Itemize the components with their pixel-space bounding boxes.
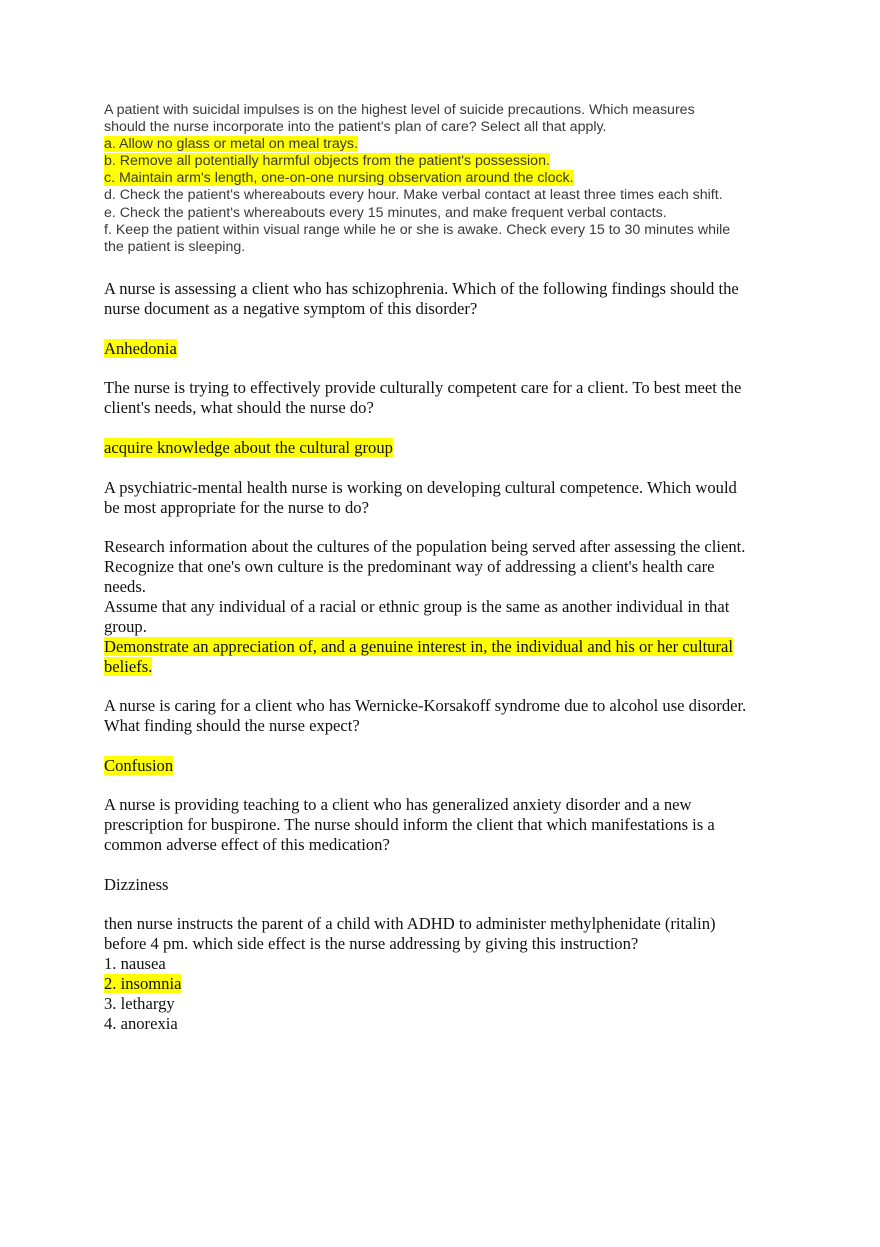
question-text: A psychiatric-mental health nurse is working on developing cultural competence. Which would	[104, 478, 737, 497]
answer-option: 1. nausea	[104, 954, 166, 973]
question-text: A patient with suicidal impulses is on the highest level of suicide precautions. Which measures	[104, 102, 695, 118]
answer-option: the patient is sleeping.	[104, 238, 246, 255]
question-buspirone	[104, 795, 794, 855]
answer-option: 3. lethargy	[104, 994, 175, 1013]
answer-option: 4. anorexia	[104, 1014, 178, 1033]
question-text: should the nurse incorporate into the patient's plan of care? Select all that apply.	[104, 119, 607, 136]
answer-buspirone	[104, 875, 794, 895]
question-text: common adverse effect of this medication?	[104, 835, 390, 854]
highlighted-answer: a. Allow no glass or metal on meal trays.	[104, 136, 358, 153]
highlighted-answer: acquire knowledge about the cultural group	[104, 438, 393, 457]
question-text: The nurse is trying to effectively provide culturally competent care for a client. To best meet the	[104, 378, 742, 397]
question-methylphenidate	[104, 914, 794, 1034]
answer-text: Dizziness	[104, 875, 169, 894]
question-text: A nurse is providing teaching to a client who has generalized anxiety disorder and a new	[104, 795, 692, 814]
question-wernicke-korsakoff	[104, 696, 794, 736]
answer-option: f. Keep the patient within visual range while he or she is awake. Check every 15 to 30 minutes while	[104, 221, 731, 238]
question-text: be most appropriate for the nurse to do?	[104, 498, 369, 517]
question-text: A nurse is assessing a client who has schizophrenia. Which of the following findings should the	[104, 279, 739, 298]
question-cultural-competence	[104, 478, 794, 518]
answer-option: d. Check the patient's whereabouts every hour. Make verbal contact at least three times each shift.	[104, 187, 723, 204]
question-culturally-competent-care	[104, 378, 794, 418]
answer-option: e. Check the patient's whereabouts every 15 minutes, and make frequent verbal contacts.	[104, 204, 667, 221]
answer-option: Assume that any individual of a racial or ethnic group is the same as another individual in that	[104, 597, 730, 616]
answer-option: group.	[104, 617, 147, 636]
answer-option: needs.	[104, 577, 146, 596]
highlighted-answer: c. Maintain arm's length, one-on-one nursing observation around the clock.	[104, 170, 574, 187]
answer-culturally-competent-care	[104, 438, 794, 458]
question-text: then nurse instructs the parent of a child with ADHD to administer methylphenidate (ritalin)	[104, 914, 716, 933]
highlighted-answer: Anhedonia	[104, 339, 177, 358]
highlighted-answer: 2. insomnia	[104, 974, 182, 993]
options-cultural-competence	[104, 537, 794, 677]
highlighted-answer: Confusion	[104, 756, 174, 775]
highlighted-answer: Demonstrate an appreciation of, and a genuine interest in, the individual and his or her cultural	[104, 637, 733, 656]
question-schizophrenia	[104, 279, 794, 319]
answer-schizophrenia	[104, 339, 794, 359]
answer-option: Research information about the cultures of the population being served after assessing the client.	[104, 537, 746, 556]
question-text: What finding should the nurse expect?	[104, 716, 360, 735]
question-suicide-precautions	[104, 102, 804, 256]
question-text: prescription for buspirone. The nurse should inform the client that which manifestations is a	[104, 815, 715, 834]
highlighted-answer: b. Remove all potentially harmful objects from the patient's possession.	[104, 153, 550, 170]
answer-wernicke-korsakoff	[104, 756, 794, 776]
question-text: nurse document as a negative symptom of this disorder?	[104, 299, 478, 318]
question-text: client's needs, what should the nurse do?	[104, 398, 374, 417]
question-text: A nurse is caring for a client who has Wernicke-Korsakoff syndrome due to alcohol use disorder.	[104, 696, 747, 715]
highlighted-answer: beliefs.	[104, 657, 153, 676]
answer-option: Recognize that one's own culture is the predominant way of addressing a client's health care	[104, 557, 715, 576]
question-text: before 4 pm. which side effect is the nurse addressing by giving this instruction?	[104, 934, 639, 953]
